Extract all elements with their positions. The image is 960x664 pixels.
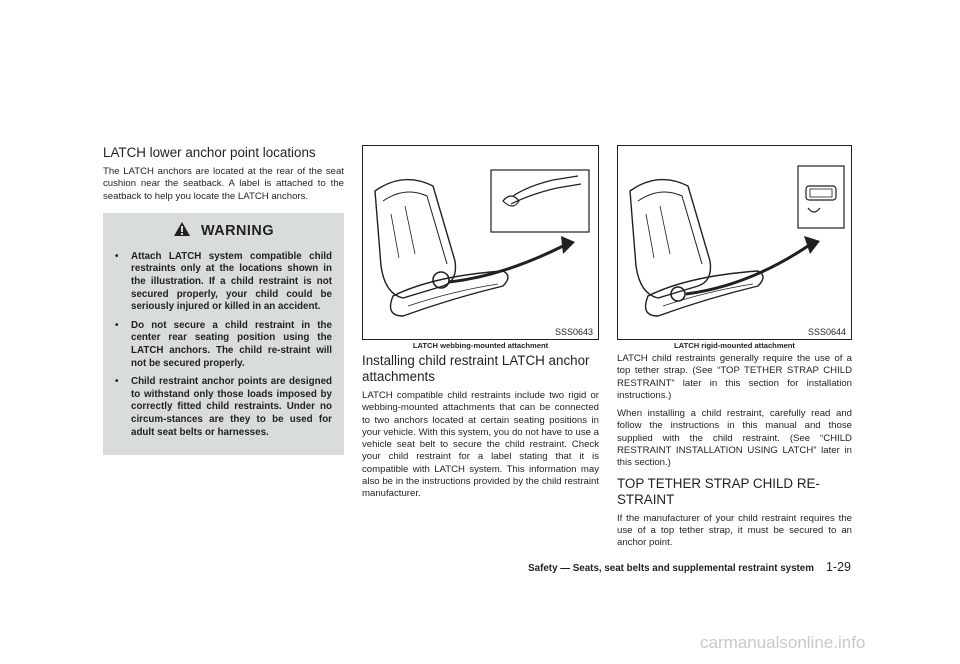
figure-caption: LATCH rigid-mounted attachment <box>674 341 795 350</box>
warning-item-text: Child restraint anchor points are designed to withstand only those loads imposed by correctly fitted child restraints. Under no circum-stances are they to be used for adult seat belts or harnesses. <box>131 376 332 438</box>
page-number: 1-29 <box>825 560 851 574</box>
warning-item-text: Attach LATCH system compatible child restraints only at the locations shown in the illustration. If a child restraint is not secured properly, your child could be seriously injured or killed in an accident. <box>131 250 332 313</box>
tether-paragraph-2: When installing a child restraint, carefully read and follow the instructions in this manual and those supplied with the child restraint. (See “CHILD RESTRAINT INSTALLATION USING LATCH” later in this section.) <box>617 408 852 469</box>
watermark: carmanualsonline.info <box>700 633 866 652</box>
bullet: • <box>115 319 119 331</box>
column-left <box>103 145 344 455</box>
figure-code: SSS0644 <box>807 327 846 337</box>
figure-rigid-attachment <box>617 145 852 340</box>
column-right <box>617 145 852 556</box>
warning-header <box>115 221 332 242</box>
section-heading-top-tether: TOP TETHER STRAP CHILD RE-STRAINT <box>617 475 820 507</box>
warning-triangle-icon <box>173 221 191 242</box>
figure-webbing-attachment <box>362 145 599 340</box>
child-seat-webbing-illustration <box>363 146 598 339</box>
warning-item <box>115 251 332 314</box>
figure-code: SSS0643 <box>554 327 593 337</box>
warning-item-text: Do not secure a child restraint in the center rear seating position using the LATCH anchors. The child re-straint will not be secured properly. <box>131 319 332 369</box>
bullet: • <box>115 376 119 388</box>
column-middle <box>362 145 599 507</box>
tether-paragraph-3: If the manufacturer of your child restraint requires the use of a top tether strap, it must be secured to an anchor point. <box>617 512 852 549</box>
warning-item <box>115 376 332 439</box>
warning-title: WARNING <box>200 223 275 240</box>
warning-box <box>103 213 344 455</box>
figure-caption: LATCH webbing-mounted attachment <box>412 341 549 350</box>
footer-section-title: Safety — Seats, seat belts and supplemental restraint system <box>528 563 814 574</box>
intro-paragraph: The LATCH anchors are located at the rear of the seat cushion near the seatback. A label is attached to the seatback to help you locate the LATCH anchors. <box>103 166 344 202</box>
tether-paragraph-1: LATCH child restraints generally require the use of a top tether strap. (See “TOP TETHER STRAP CHILD RESTRAINT” later in this section for installation instructions.) <box>617 353 852 401</box>
section-heading-latch-locations: LATCH lower anchor point locations <box>103 145 316 160</box>
bullet: • <box>115 250 119 262</box>
installing-paragraph: LATCH compatible child restraints include two rigid or webbing-mounted attachments that can be connected to two anchors located at certain seating positions in your vehicle. With this system, you do not have to use a vehicle seat belt to secure the child restraint. Check your child restraint for a label stating that it is compatible with LATCH system. This information may also be in the instructions provided by the child restraint manufacturer. <box>362 390 599 500</box>
warning-item <box>115 320 332 370</box>
child-seat-rigid-illustration <box>618 146 851 339</box>
section-heading-installing-latch: Installing child restraint LATCH anchor attachments <box>362 353 590 384</box>
page-footer <box>528 560 851 574</box>
